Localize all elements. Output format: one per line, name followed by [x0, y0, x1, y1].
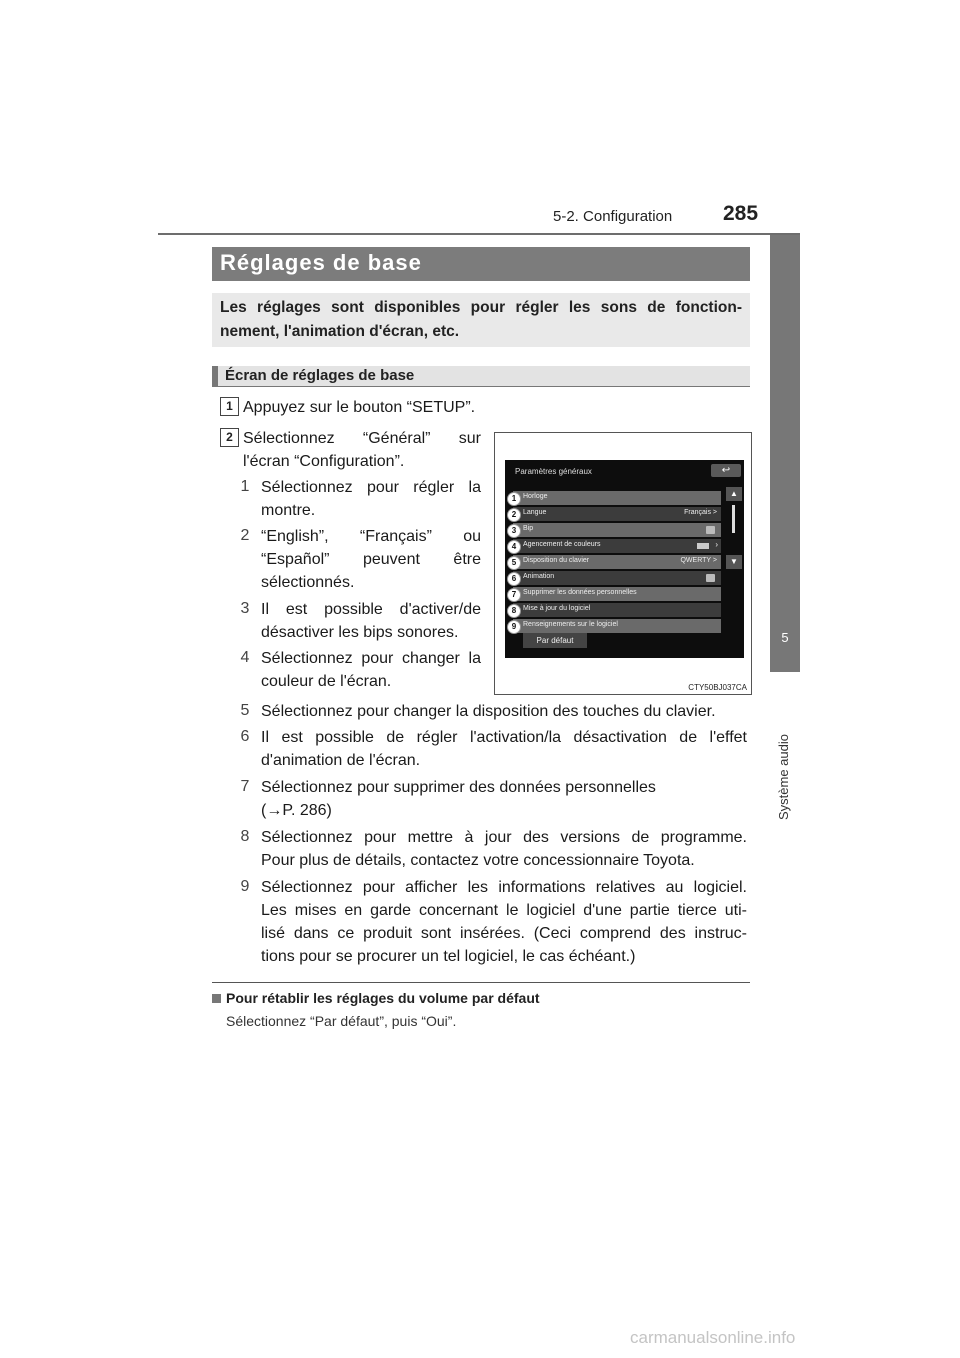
row-label: Mise à jour du logiciel — [523, 605, 591, 612]
row-label: Supprimer les données personnelles — [523, 589, 637, 596]
callout-badge: 3 — [507, 524, 521, 538]
scroll-down-icon[interactable]: ▼ — [726, 555, 742, 569]
scrollbar[interactable] — [726, 487, 742, 569]
setting-row-software-info[interactable] — [513, 619, 721, 633]
callout-badge: 9 — [507, 620, 521, 634]
callout-badge: 2 — [507, 508, 521, 522]
section-label: 5-2. Configuration — [553, 208, 673, 225]
item-number: 3 — [240, 600, 250, 617]
item-number: 7 — [240, 778, 250, 795]
item-text: Il est possible d'activer/de — [261, 601, 481, 618]
section-title: Réglages de base — [220, 250, 422, 275]
row-label: Langue — [523, 509, 547, 516]
item-text: Pour plus de détails, contactez votre concessionnaire Toyota. — [261, 852, 695, 869]
checkbox-icon[interactable] — [706, 526, 715, 534]
setting-row-animation[interactable] — [513, 571, 721, 585]
item-text: désactiver les bips sonores. — [261, 624, 459, 641]
callout-badge: 6 — [507, 572, 521, 586]
item-number: 1 — [240, 478, 250, 495]
intro-box — [212, 293, 750, 347]
setting-row-clock[interactable] — [513, 491, 721, 505]
chapter-tab — [770, 235, 800, 672]
row-value: QWERTY > — [680, 557, 717, 564]
item-text: sélectionnés. — [261, 574, 355, 591]
scroll-up-icon[interactable]: ▲ — [726, 487, 742, 501]
item-text: montre. — [261, 502, 316, 519]
row-label: Horloge — [523, 493, 548, 500]
item-text: Sélectionnez pour changer la disposition des touches du clavier. — [261, 703, 716, 720]
item-text: Sélectionnez pour mettre à jour des versions de programme. — [261, 829, 747, 846]
item-text: d'animation de l'écran. — [261, 752, 421, 769]
setting-row-keyboard[interactable] — [513, 555, 721, 569]
chevron-right-icon: › — [715, 540, 718, 549]
subheading-rule — [212, 386, 750, 387]
item-text: tions pour se procurer un tel logiciel, le cas échéant.) — [261, 948, 636, 965]
item-number: 5 — [240, 702, 250, 719]
item-text: Sélectionnez pour afficher les informations relatives au logiciel. — [261, 879, 747, 896]
setting-row-language[interactable] — [513, 507, 721, 521]
row-value: Français > — [684, 509, 717, 516]
item-text: “English”, “Français” ou — [261, 528, 481, 545]
setting-row-delete-data[interactable] — [513, 587, 721, 601]
item-text: Sélectionnez pour supprimer des données personnelles — [261, 779, 656, 796]
checkbox-icon[interactable] — [706, 574, 715, 582]
step-number-box: 2 — [220, 428, 239, 447]
note-heading — [212, 990, 540, 1006]
item-text: lisé dans ce produit sont insérées. (Ceci comprend des instruc- — [261, 925, 747, 942]
step-text: l'écran “Configuration”. — [243, 453, 405, 470]
item-text: Sélectionnez pour régler la — [261, 479, 481, 496]
note-heading-text: Pour rétablir les réglages du volume par défaut — [226, 990, 540, 1006]
item-text: (→P. 286) — [261, 802, 332, 819]
callout-badge: 1 — [507, 492, 521, 506]
settings-screen — [505, 460, 744, 658]
default-button[interactable]: Par défaut — [523, 633, 587, 648]
item-text: “Español” peuvent être — [261, 551, 481, 568]
item-number: 6 — [240, 728, 250, 745]
note-text: Sélectionnez “Par défaut”, puis “Oui”. — [226, 1013, 457, 1029]
callout-badge: 4 — [507, 540, 521, 554]
step-text: Sélectionnez “Général” sur — [243, 430, 481, 447]
item-number: 2 — [240, 527, 250, 544]
callout-badge: 7 — [507, 588, 521, 602]
settings-screen-figure — [494, 432, 752, 695]
item-number: 4 — [240, 649, 250, 666]
header-rule — [158, 233, 800, 235]
item-text: Sélectionnez pour changer la — [261, 650, 481, 667]
setting-row-software-update[interactable] — [513, 603, 721, 617]
chapter-number: 5 — [781, 630, 789, 645]
setting-row-beep[interactable] — [513, 523, 721, 537]
item-number: 8 — [240, 828, 250, 845]
page-number: 285 — [723, 202, 759, 225]
color-swatch-icon — [697, 543, 709, 549]
subheading: Écran de réglages de base — [225, 367, 415, 384]
square-bullet-icon — [212, 994, 221, 1003]
chapter-title-vertical — [772, 700, 796, 820]
row-label: Animation — [523, 573, 555, 580]
row-label: Renseignements sur le logiciel — [523, 621, 618, 628]
item-text: Il est possible de régler l'activation/la désactivation de l'effet — [261, 729, 747, 746]
item-number: 9 — [240, 878, 250, 895]
row-label: Bip — [523, 525, 534, 532]
section-title-bar — [212, 247, 750, 281]
step-number-box: 1 — [220, 397, 239, 416]
chapter-title: Système audio — [776, 734, 791, 820]
screen-title: Paramètres généraux — [515, 467, 592, 476]
subheading-bar — [212, 366, 750, 386]
callout-badge: 8 — [507, 604, 521, 618]
row-label: Disposition du clavier — [523, 557, 590, 564]
step-text: Appuyez sur le bouton “SETUP”. — [243, 399, 476, 416]
figure-caption: CTY50BJ037CA — [688, 683, 747, 692]
item-text: couleur de l'écran. — [261, 673, 392, 690]
setting-row-color[interactable] — [513, 539, 721, 553]
back-icon[interactable]: ↩ — [711, 464, 741, 477]
watermark: carmanualsonline.info — [630, 1328, 796, 1347]
item-text: Les mises en garde concernant le logiciel d'une partie tierce uti- — [261, 902, 747, 919]
callout-badge: 5 — [507, 556, 521, 570]
scroll-thumb[interactable] — [732, 505, 735, 533]
row-label: Agencement de couleurs — [523, 541, 601, 548]
note-rule — [212, 982, 750, 983]
intro-text: Les réglages sont disponibles pour régler les sons de fonction-nement, l'animation d'écran, etc. — [220, 299, 742, 340]
